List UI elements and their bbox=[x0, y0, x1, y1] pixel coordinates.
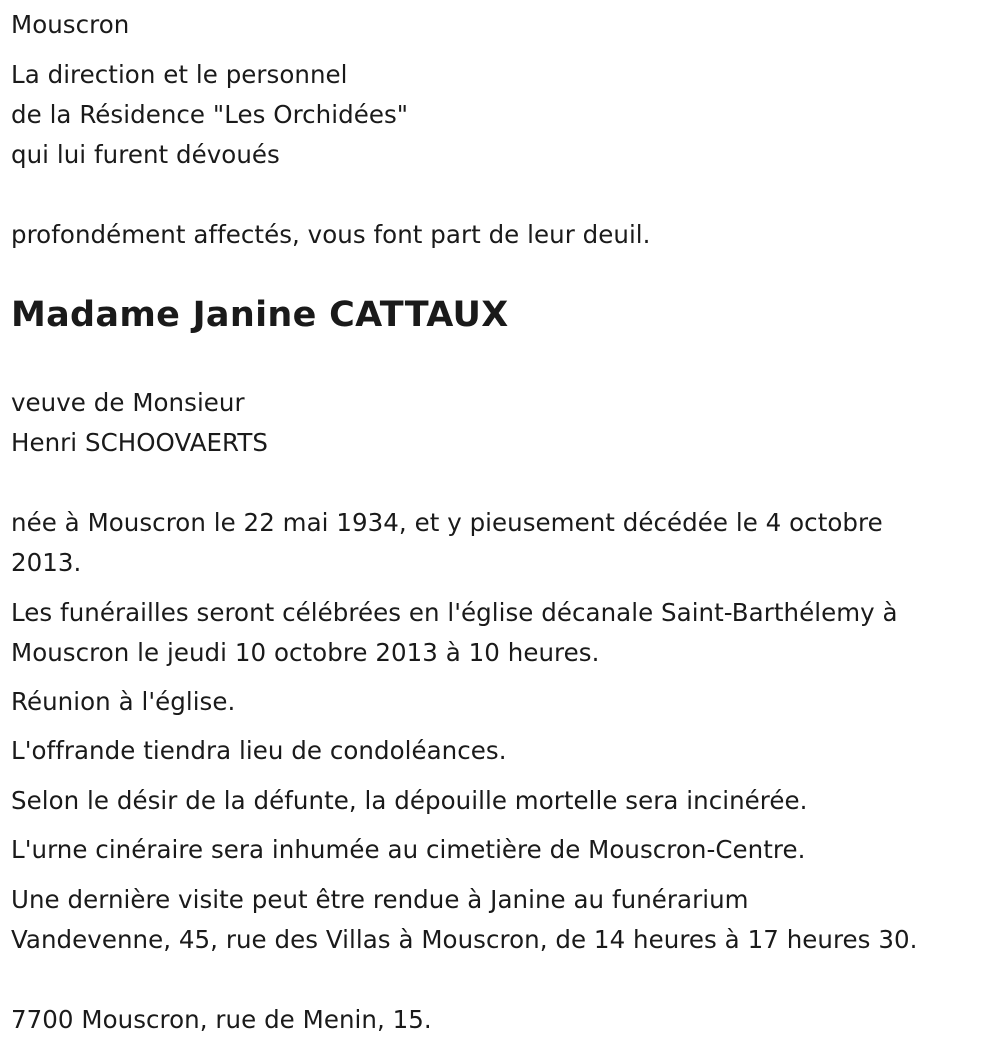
announcer-line-3: qui lui furent dévoués bbox=[11, 140, 280, 169]
announcer-line-1: La direction et le personnel bbox=[11, 60, 348, 89]
address-text: 7700 Mouscron, rue de Menin, 15. bbox=[11, 1005, 432, 1034]
offering-text: L'offrande tiendra lieu de condoléances. bbox=[11, 736, 507, 765]
birth-death-line-1: née à Mouscron le 22 mai 1934, et y pieusement décédée le 4 octobre bbox=[11, 508, 883, 537]
spouse-line-1: veuve de Monsieur bbox=[11, 388, 245, 417]
meeting-text: Réunion à l'église. bbox=[11, 687, 236, 716]
announcer-line-2: de la Résidence "Les Orchidées" bbox=[11, 100, 409, 129]
urn-text: L'urne cinéraire sera inhumée au cimetière de Mouscron-Centre. bbox=[11, 835, 806, 864]
deceased-name: Madame Janine CATTAUX bbox=[11, 295, 509, 335]
announcement-text: profondément affectés, vous font part de leur deuil. bbox=[11, 220, 651, 249]
visit-line-1: Une dernière visite peut être rendue à Janine au funérarium bbox=[11, 885, 749, 914]
spouse-line-2: Henri SCHOOVAERTS bbox=[11, 428, 268, 457]
visit-line-2: Vandevenne, 45, rue des Villas à Mouscron, de 14 heures à 17 heures 30. bbox=[11, 925, 918, 954]
funeral-line-2: Mouscron le jeudi 10 octobre 2013 à 10 heures. bbox=[11, 638, 600, 667]
funeral-line-1: Les funérailles seront célébrées en l'église décanale Saint-Barthélemy à bbox=[11, 598, 898, 627]
cremation-text: Selon le désir de la défunte, la dépouille mortelle sera incinérée. bbox=[11, 786, 808, 815]
birth-death-line-2: 2013. bbox=[11, 548, 82, 577]
location-heading: Mouscron bbox=[11, 10, 130, 39]
